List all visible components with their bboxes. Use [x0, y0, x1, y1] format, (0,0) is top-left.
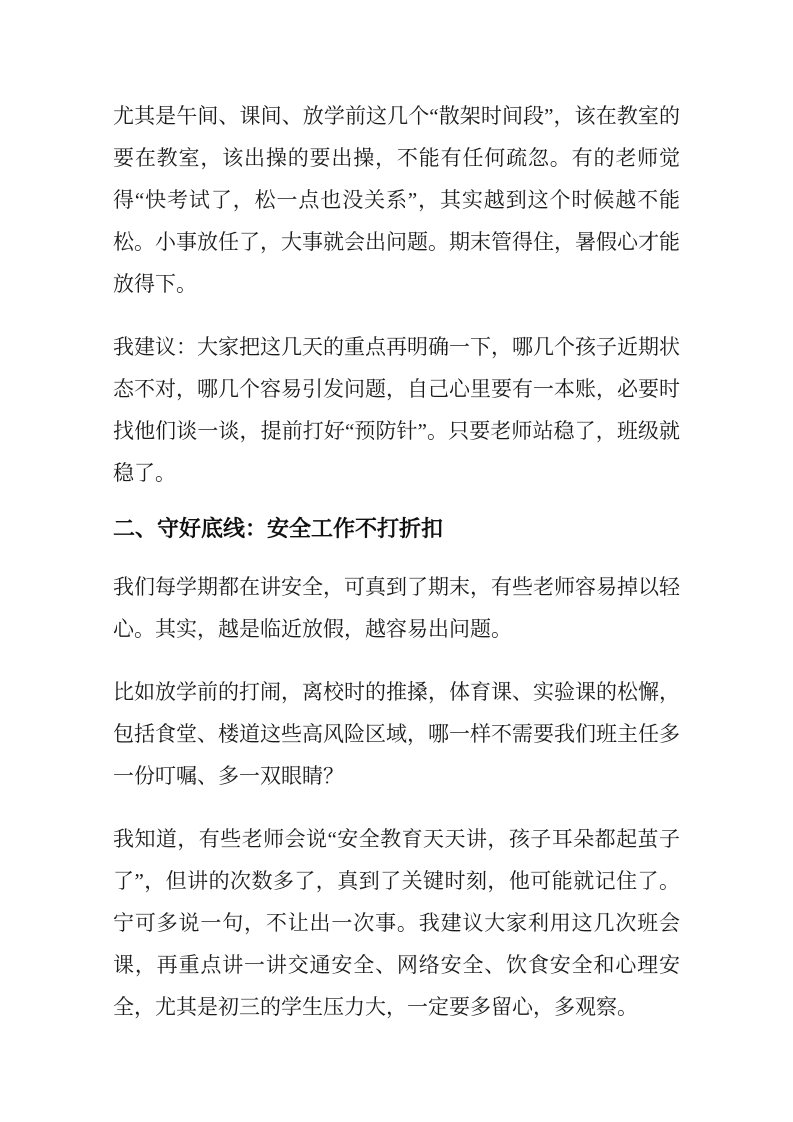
- section-heading: 二、守好底线：安全工作不打折扣: [113, 516, 444, 541]
- document-body: [113, 95, 680, 1049]
- body-paragraph: 我们每学期都在讲安全，可真到了期末，有些老师容易掉以轻心。其实，越是临近放假，越容易出问题。: [113, 575, 680, 641]
- body-paragraph: 尤其是午间、课间、放学前这几个“散架时间段”，该在教室的要在教室，该出操的要出操，不能有任何疏忽。有的老师觉得“快考试了，松一点也没关系”，其实越到这个时候越不能松。小事放任了，大事就会出问题。期末管得住，暑假心才能放得下。: [113, 104, 680, 296]
- body-paragraph: 比如放学前的打闹，离校时的推搡，体育课、实验课的松懈，包括食堂、楼道这些高风险区域，哪一样不需要我们班主任多一份叮嘱、多一双眼睛？: [113, 680, 680, 788]
- body-paragraph: 我知道，有些老师会说“安全教育天天讲，孩子耳朵都起茧子了”，但讲的次数多了，真到了关键时刻，他可能就记住了。宁可多说一句，不让出一次事。我建议大家利用这几次班会课，再重点讲一讲交通安全、网络安全、饮食安全和心理安全，尤其是初三的学生压力大，一定要多留心，多观察。: [113, 827, 680, 1019]
- body-paragraph: 我建议：大家把这几天的重点再明确一下，哪几个孩子近期状态不对，哪几个容易引发问题，自己心里要有一本账，必要时找他们谈一谈，提前打好“预防针”。只要老师站稳了，班级就稳了。: [113, 335, 680, 485]
